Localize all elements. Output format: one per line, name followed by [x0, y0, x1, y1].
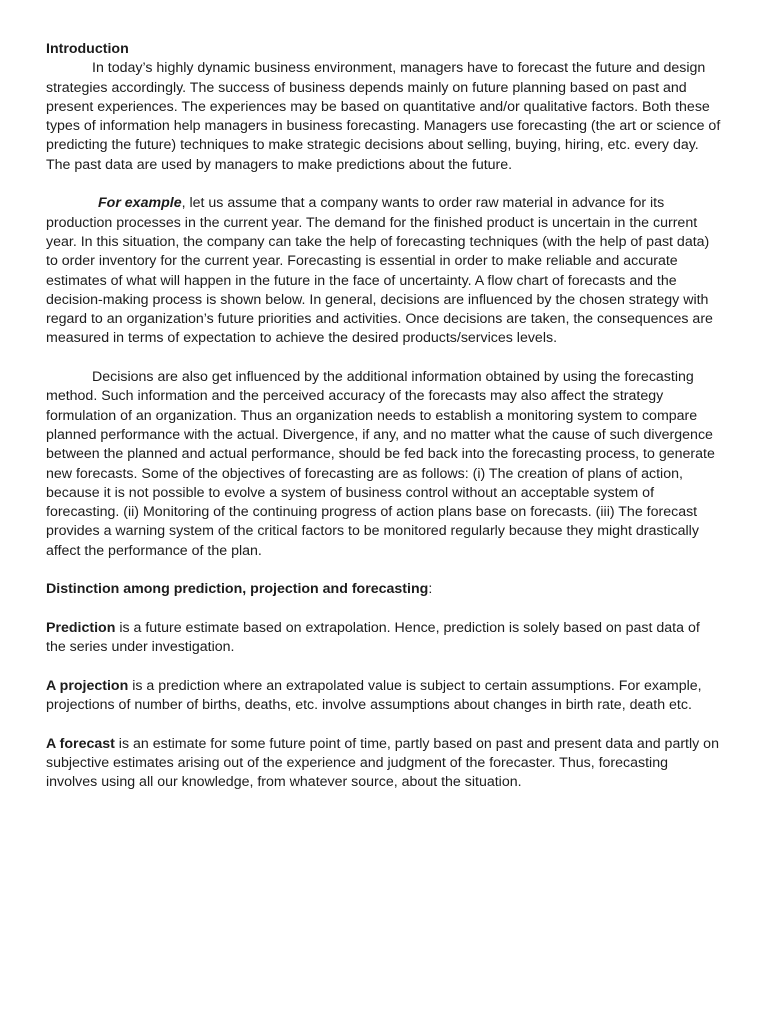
- introduction-heading: Introduction: [46, 41, 129, 57]
- prediction-paragraph: [46, 619, 722, 658]
- forecast-term: A forecast: [46, 735, 115, 752]
- example-text: , let us assume that a company wants to order raw material in advance for its production processes in the current year. The demand for the finished product is uncertain in the current year. In this situation, the company can take the help of forecasting techniques (with the help of past data) to order inventory for the current year. Forecasting is essential in order to make reliable and accurate estimates of what will happen in the future in the face of uncertainty. A flow chart of forecasts and the decision-making process is shown below. In general, decisions are influenced by the chosen strategy with regard to an organization’s future priorities and activities. Once decisions are taken, the consequences are measured in terms of expectation to achieve the desired products/services levels.: [46, 195, 713, 347]
- distinction-colon: :: [428, 581, 433, 598]
- prediction-text: is a future estimate based on extrapolation. Hence, prediction is solely based on past data of the series under investigation.: [46, 619, 700, 656]
- example-label: For example: [98, 195, 182, 212]
- projection-text: is a prediction where an extrapolated value is subject to certain assumptions. For example, projections of number of births, deaths, etc. involve assumptions about changes in birth rate, death etc.: [46, 677, 702, 714]
- distinction-heading: Distinction among prediction, projection and forecasting: [46, 581, 429, 598]
- prediction-term: Prediction: [46, 619, 116, 636]
- introduction-paragraph: In today’s highly dynamic business environment, managers have to forecast the future and design strategies accordingly. The success of business depends mainly on future planning based on past and present experiences. The experiences may be based on quantitative and/or qualitative factors. Both these types of information help managers in business forecasting. Managers use forecasting (the art or science of predicting the future) techniques to make strategic decisions about selling, buying, hiring, etc. every day. The past data are used by managers to make predictions about the future.: [46, 60, 721, 173]
- forecast-paragraph: [46, 735, 722, 793]
- projection-term: A projection: [46, 677, 129, 694]
- projection-paragraph: [46, 677, 722, 716]
- distinction-heading-line: [46, 580, 722, 599]
- example-paragraph: [46, 194, 722, 348]
- forecast-text: is an estimate for some future point of time, partly based on past and present data and partly on subjective estimates arising out of the experience and judgment of the forecaster. Thus, forecasting involves using all our knowledge, from whatever source, about the situation.: [46, 735, 719, 791]
- decisions-paragraph: Decisions are also get influenced by the additional information obtained by using the forecasting method. Such information and the perceived accuracy of the forecasts may also affect the strategy formulation of an organization. Thus an organization needs to establish a monitoring system to compare planned performance with the actual. Divergence, if any, and no matter what the cause of such divergence between the planned and actual performance, should be fed back into the forecasting process, to generate new forecasts. Some of the objectives of forecasting are as follows: (i) The creation of plans of action, because it is not possible to evolve a system of business control without an acceptable system of forecasting. (ii) Monitoring of the continuing progress of action plans base on forecasts. (iii) The forecast provides a warning system of the critical factors to be monitored regularly because they might drastically affect the performance of the plan.: [46, 369, 715, 559]
- document-page: [46, 40, 722, 812]
